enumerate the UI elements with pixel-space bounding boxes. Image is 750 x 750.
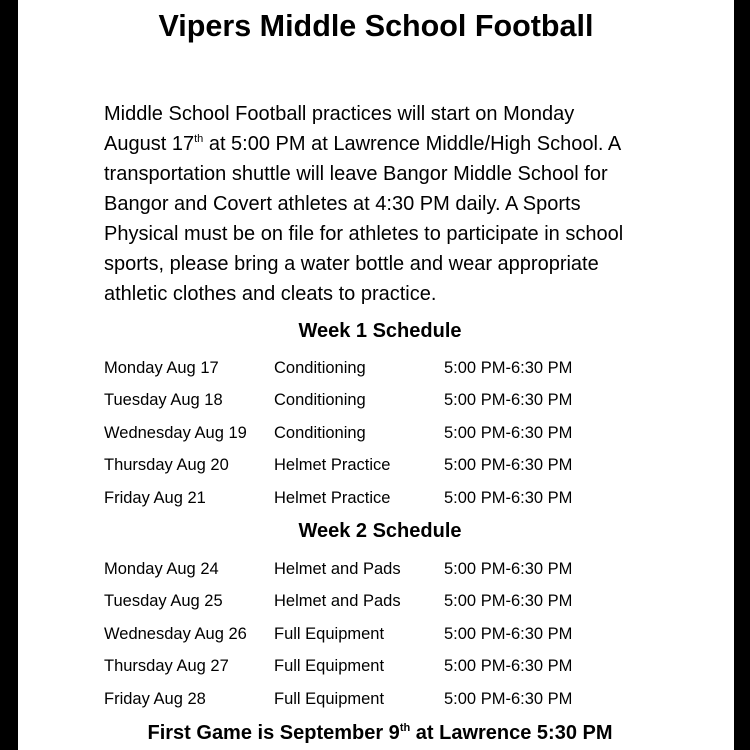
intro-text: August 17 (104, 133, 195, 155)
week2-heading: Week 2 Schedule (298, 520, 462, 542)
week1-heading: Week 1 Schedule (298, 320, 462, 342)
schedule-time: 5:00 PM-6:30 PM (444, 592, 573, 611)
schedule-row (104, 689, 704, 721)
schedule-activity: Conditioning (274, 423, 366, 442)
flyer-page (18, 0, 734, 750)
schedule-day: Thursday Aug 27 (104, 657, 229, 676)
intro-line: transportation shuttle will leave Bangor Middle School for (104, 163, 608, 185)
intro-line: Bangor and Covert athletes at 4:30 PM daily. A Sports (104, 193, 581, 215)
schedule-row (104, 656, 704, 688)
schedule-time: 5:00 PM-6:30 PM (444, 689, 573, 708)
week2-schedule (104, 559, 704, 721)
schedule-activity: Helmet Practice (274, 456, 391, 475)
schedule-activity: Full Equipment (274, 624, 385, 643)
schedule-row (104, 358, 704, 390)
schedule-row (104, 591, 704, 623)
schedule-activity: Conditioning (274, 359, 366, 377)
schedule-row (104, 390, 704, 422)
schedule-day: Monday Aug 17 (104, 359, 219, 377)
schedule-activity: Full Equipment (274, 689, 385, 708)
intro-line: sports, please bring a water bottle and wear appropriate (104, 253, 599, 275)
schedule-activity: Full Equipment (274, 657, 385, 676)
ordinal-suffix: th (399, 722, 411, 734)
schedule-day: Tuesday Aug 18 (104, 391, 223, 410)
first-game-announcement (18, 720, 734, 746)
intro-line: Physical must be on file for athletes to participate in school (104, 223, 624, 245)
schedule-activity: Helmet Practice (274, 488, 391, 507)
schedule-time: 5:00 PM-6:30 PM (444, 359, 573, 377)
schedule-day: Friday Aug 21 (104, 488, 206, 507)
schedule-day: Wednesday Aug 26 (104, 624, 247, 643)
schedule-time: 5:00 PM-6:30 PM (444, 423, 573, 442)
week1-schedule (104, 358, 704, 520)
schedule-activity: Helmet and Pads (274, 560, 401, 578)
intro-line: athletic clothes and cleats to practice. (104, 283, 437, 305)
schedule-activity: Helmet and Pads (274, 592, 401, 611)
schedule-day: Monday Aug 24 (104, 560, 219, 578)
schedule-row (104, 455, 704, 487)
schedule-time: 5:00 PM-6:30 PM (444, 456, 573, 475)
ordinal-suffix: th (194, 133, 204, 145)
schedule-time: 5:00 PM-6:30 PM (444, 560, 573, 578)
schedule-time: 5:00 PM-6:30 PM (444, 391, 573, 410)
schedule-time: 5:00 PM-6:30 PM (444, 657, 573, 676)
schedule-activity: Conditioning (274, 391, 366, 410)
schedule-day: Tuesday Aug 25 (104, 592, 223, 611)
footer-text: First Game is September 9 (147, 722, 400, 744)
schedule-row (104, 423, 704, 455)
page-title: Vipers Middle School Football (158, 9, 594, 43)
schedule-day: Friday Aug 28 (104, 689, 206, 708)
intro-text: at 5:00 PM at Lawrence Middle/High School. A (203, 133, 622, 155)
intro-paragraph (104, 99, 724, 309)
schedule-row (104, 624, 704, 656)
intro-line: Middle School Football practices will start on Monday (104, 103, 575, 125)
intro-line (104, 129, 724, 159)
schedule-row (104, 488, 704, 520)
schedule-day: Wednesday Aug 19 (104, 423, 247, 442)
schedule-row (104, 559, 704, 591)
schedule-time: 5:00 PM-6:30 PM (444, 624, 573, 643)
footer-text: at Lawrence 5:30 PM (410, 722, 613, 744)
schedule-time: 5:00 PM-6:30 PM (444, 488, 573, 507)
schedule-day: Thursday Aug 20 (104, 456, 229, 475)
